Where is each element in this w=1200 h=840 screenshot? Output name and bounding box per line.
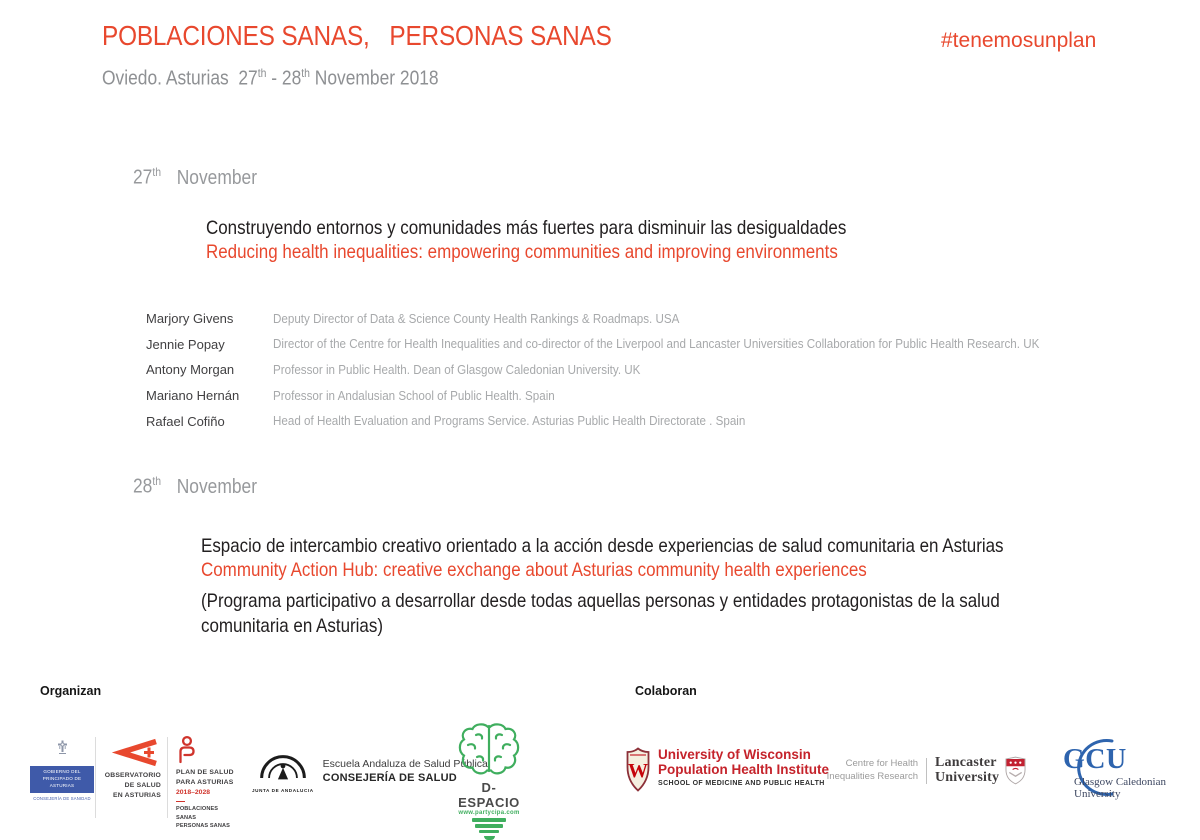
collaborators-label: Colaboran xyxy=(635,684,697,698)
observatorio-line2: DE SALUD xyxy=(124,782,161,790)
lancaster-divider xyxy=(926,758,927,784)
date-sup1: th xyxy=(257,66,267,80)
junta-andalucia-icon xyxy=(257,748,309,782)
gcu-abbr: GCU xyxy=(1063,744,1127,775)
asturias-crest-icon xyxy=(55,739,70,758)
uwisconsin-line1: University of Wisconsin xyxy=(658,747,811,762)
observatorio-line1: OBSERVATORIO xyxy=(104,772,161,779)
logo-asturias-government xyxy=(30,739,94,801)
logo-lancaster xyxy=(818,756,1026,785)
speaker-list xyxy=(146,306,1097,434)
lancaster-line2: University xyxy=(935,769,1000,785)
speaker-name: Jennie Popay xyxy=(146,336,225,352)
day27-title-es: Construyendo entornos y comunidades más fuertes para disminuir las desigualdades xyxy=(206,217,847,239)
speaker-role: Director of the Centre for Health Inequalities and co-director of the Liverpool and Lancaster Universities Collaboration for Public Health Research. UK xyxy=(273,337,1040,352)
speaker-row xyxy=(146,408,1097,434)
logo-plan-salud xyxy=(176,736,236,831)
day28-heading xyxy=(133,474,276,499)
bulb-base-bar xyxy=(475,824,503,827)
date-sup2: th xyxy=(301,66,310,80)
uwisconsin-line3: SCHOOL OF MEDICINE AND PUBLIC HEALTH xyxy=(658,780,825,787)
logo-uwisconsin xyxy=(626,747,829,792)
junta-icon-block xyxy=(252,748,314,793)
gcu-line2: University xyxy=(1074,788,1121,800)
event-date-location xyxy=(102,66,489,91)
speaker-role: Professor in Public Health. Dean of Glasgow Caledonian University. UK xyxy=(273,362,641,377)
uwisconsin-crest-icon xyxy=(626,747,650,792)
easp-line1: Escuela Andaluza de Salud Pública xyxy=(322,757,488,770)
speaker-row xyxy=(146,383,1097,409)
day28-suffix: th xyxy=(152,474,162,488)
asturias-gov-name xyxy=(30,766,94,793)
day27-heading xyxy=(133,165,276,190)
plan-salud-dash xyxy=(176,801,185,803)
logo-divider xyxy=(95,737,96,818)
speaker-row xyxy=(146,332,1097,358)
observatorio-line3: EN ASTURIAS xyxy=(112,792,161,800)
observatorio-icon xyxy=(116,739,160,766)
speaker-role: Head of Health Evaluation and Programs Service. Asturias Public Health Directorate . Spain xyxy=(273,414,746,429)
organizers-label: Organizan xyxy=(40,684,102,698)
lancaster-line1: Lancaster xyxy=(935,755,997,770)
plan-salud-line1: PLAN DE SALUD xyxy=(176,769,234,776)
logo-divider xyxy=(167,737,168,818)
plan-salud-line2: PARA ASTURIAS xyxy=(176,778,234,786)
day27-heading-text xyxy=(133,165,257,190)
speaker-row xyxy=(146,306,1097,332)
day28-title-es: Espacio de intercambio creativo orientado a la acción desde experiencias de salud comunitaria en Asturias xyxy=(201,535,1004,557)
day27-title-en: Reducing health inequalities: empowering communities and improving environments xyxy=(206,241,838,263)
logo-observatorio-salud xyxy=(103,739,161,802)
uwisconsin-text-block xyxy=(658,747,829,792)
plan-salud-years: 2018–2028 xyxy=(176,788,211,796)
date-post: November 2018 xyxy=(309,67,439,90)
asturias-gov-line3: CONSEJERÍA DE SANIDAD xyxy=(33,795,91,801)
logo-gcu xyxy=(1050,736,1180,816)
plan-salud-line3: POBLACIONES SANAS xyxy=(176,806,219,821)
bulb-base-bar xyxy=(472,818,506,821)
despacio-name: D-ESPACIO xyxy=(458,780,520,810)
day28-month: November xyxy=(176,475,258,498)
day28-number: 28 xyxy=(133,475,153,498)
speaker-name: Rafael Cofiño xyxy=(146,413,225,429)
svg-text:W: W xyxy=(628,760,648,782)
lancaster-name-block xyxy=(935,756,999,785)
event-hashtag: #tenemosunplan xyxy=(941,29,1097,52)
speaker-role: Professor in Andalusian School of Public Health. Spain xyxy=(273,388,555,403)
day28-title-en: Community Action Hub: creative exchange about Asturias community health experiences xyxy=(201,559,867,581)
day28-heading-text xyxy=(133,474,257,499)
asturias-gov-line2: PRINCIPADO DE ASTURIAS xyxy=(42,775,82,788)
logo-despacio xyxy=(453,722,525,840)
page-title-text: POBLACIONES SANAS, PERSONAS SANAS xyxy=(102,20,612,51)
date-pre: Oviedo. Asturias 27 xyxy=(102,67,258,90)
plan-salud-person-icon xyxy=(176,736,198,763)
lancaster-shield-icon xyxy=(1005,756,1026,785)
chir-text-block xyxy=(818,758,918,783)
day28-session-title xyxy=(201,534,1181,639)
bulb-base-bar xyxy=(479,830,499,833)
despacio-brain-icon xyxy=(456,722,522,776)
speaker-row xyxy=(146,357,1097,383)
day28-note: (Programa participativo a desarrollar desde todas aquellas personas y entidades protagonistas de la salud comunitaria en Asturias) xyxy=(201,590,1000,637)
bulb-base-cap xyxy=(484,836,495,840)
plan-salud-line4: PERSONAS SANAS xyxy=(176,823,230,830)
junta-caption: JUNTA DE ANDALUCIA xyxy=(252,788,314,793)
uwisconsin-line2: Population Health Institute xyxy=(658,762,829,777)
asturias-gov-line1: GOBIERNO DEL xyxy=(43,769,81,774)
chir-line1: Centre for Health xyxy=(845,758,918,770)
easp-line2: CONSEJERÍA DE SALUD xyxy=(322,771,457,784)
event-date-location-text xyxy=(102,66,439,91)
day27-session-title xyxy=(206,216,942,264)
date-mid: - 28 xyxy=(266,67,302,90)
day27-suffix: th xyxy=(152,165,162,179)
speaker-name: Marjory Givens xyxy=(146,311,234,327)
gcu-line1: Glasgow Caledonian xyxy=(1074,776,1166,788)
speaker-role: Deputy Director of Data & Science County Health Rankings & Roadmaps. USA xyxy=(273,311,680,326)
speaker-name: Antony Morgan xyxy=(146,362,235,378)
day27-month: November xyxy=(176,166,258,189)
despacio-url: www.partycipa.com xyxy=(458,810,520,816)
chir-line2: Inequalities Research xyxy=(826,770,918,782)
speaker-name: Mariano Hernán xyxy=(146,388,240,404)
page-title xyxy=(102,20,688,52)
day27-number: 27 xyxy=(133,166,153,189)
